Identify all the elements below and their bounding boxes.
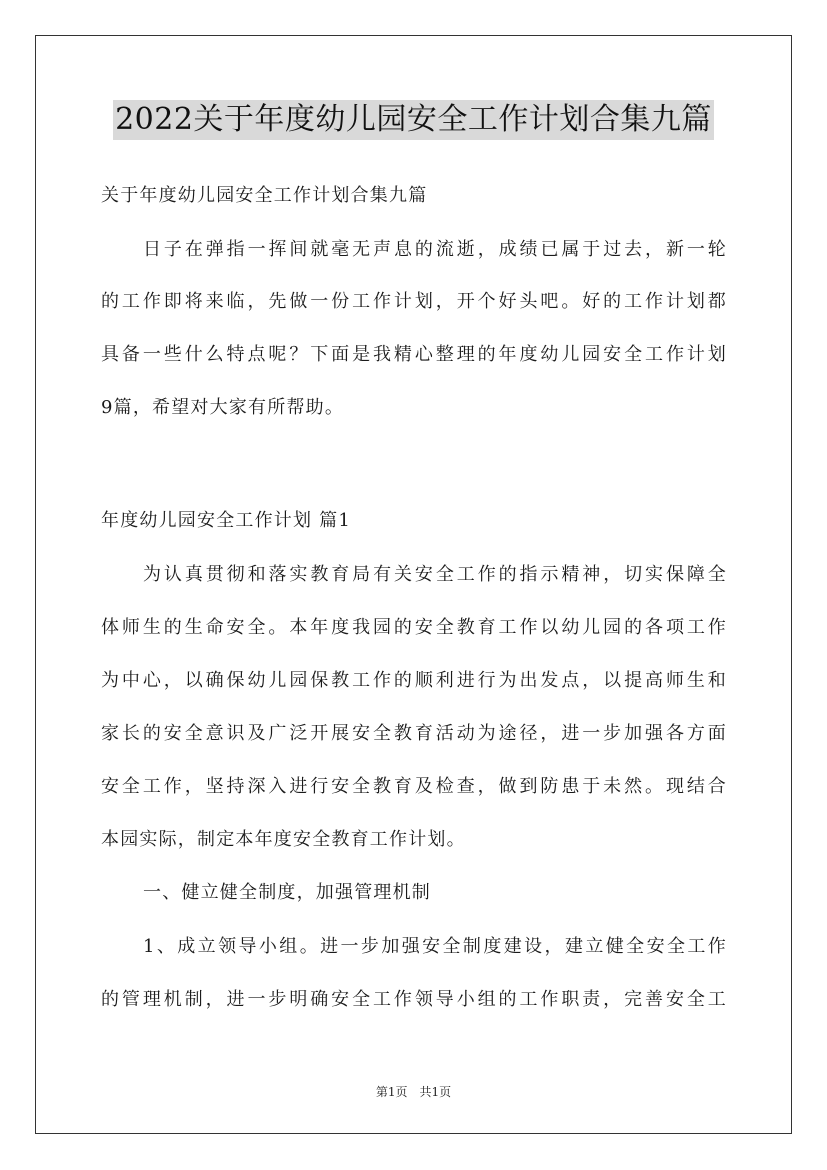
point-line: 的管理机制，进一步明确安全工作领导小组的工作职责，完善安全工 xyxy=(101,989,727,1010)
point-line: 1、成立领导小组。进一步加强安全制度建设，建立健全安全工作 xyxy=(143,936,727,957)
section-line: 安全工作，坚持深入进行安全教育及检查，做到防患于未然。现结合 xyxy=(101,776,727,797)
section-heading: 年度幼儿园安全工作计划 篇1 xyxy=(101,510,351,531)
section-line: 为认真贯彻和落实教育局有关安全工作的指示精神，切实保障全 xyxy=(143,564,727,585)
intro-line: 的工作即将来临，先做一份工作计划，开个好头吧。好的工作计划都 xyxy=(101,291,727,312)
intro-line: 日子在弹指一挥间就毫无声息的流逝，成绩已属于过去，新一轮 xyxy=(143,239,727,260)
intro-line: 具备一些什么特点呢？下面是我精心整理的年度幼儿园安全工作计划 xyxy=(101,344,727,365)
section-line: 为中心，以确保幼儿园保教工作的顺利进行为出发点，以提高师生和 xyxy=(101,670,727,691)
document-subtitle: 关于年度幼儿园安全工作计划合集九篇 xyxy=(101,185,428,206)
section-line: 本园实际，制定本年度安全教育工作计划。 xyxy=(101,829,466,850)
point-heading: 一、健立健全制度，加强管理机制 xyxy=(143,882,431,903)
intro-line: 9篇，希望对大家有所帮助。 xyxy=(101,397,345,418)
section-line: 家长的安全意识及广泛开展安全教育活动为途径，进一步加强各方面 xyxy=(101,723,727,744)
section-line: 体师生的生命安全。本年度我园的安全教育工作以幼儿园的各项工作 xyxy=(101,617,727,638)
page-number: 第1页 共1页 xyxy=(375,1085,452,1099)
document-title: 2022关于年度幼儿园安全工作计划合集九篇 xyxy=(113,100,714,140)
